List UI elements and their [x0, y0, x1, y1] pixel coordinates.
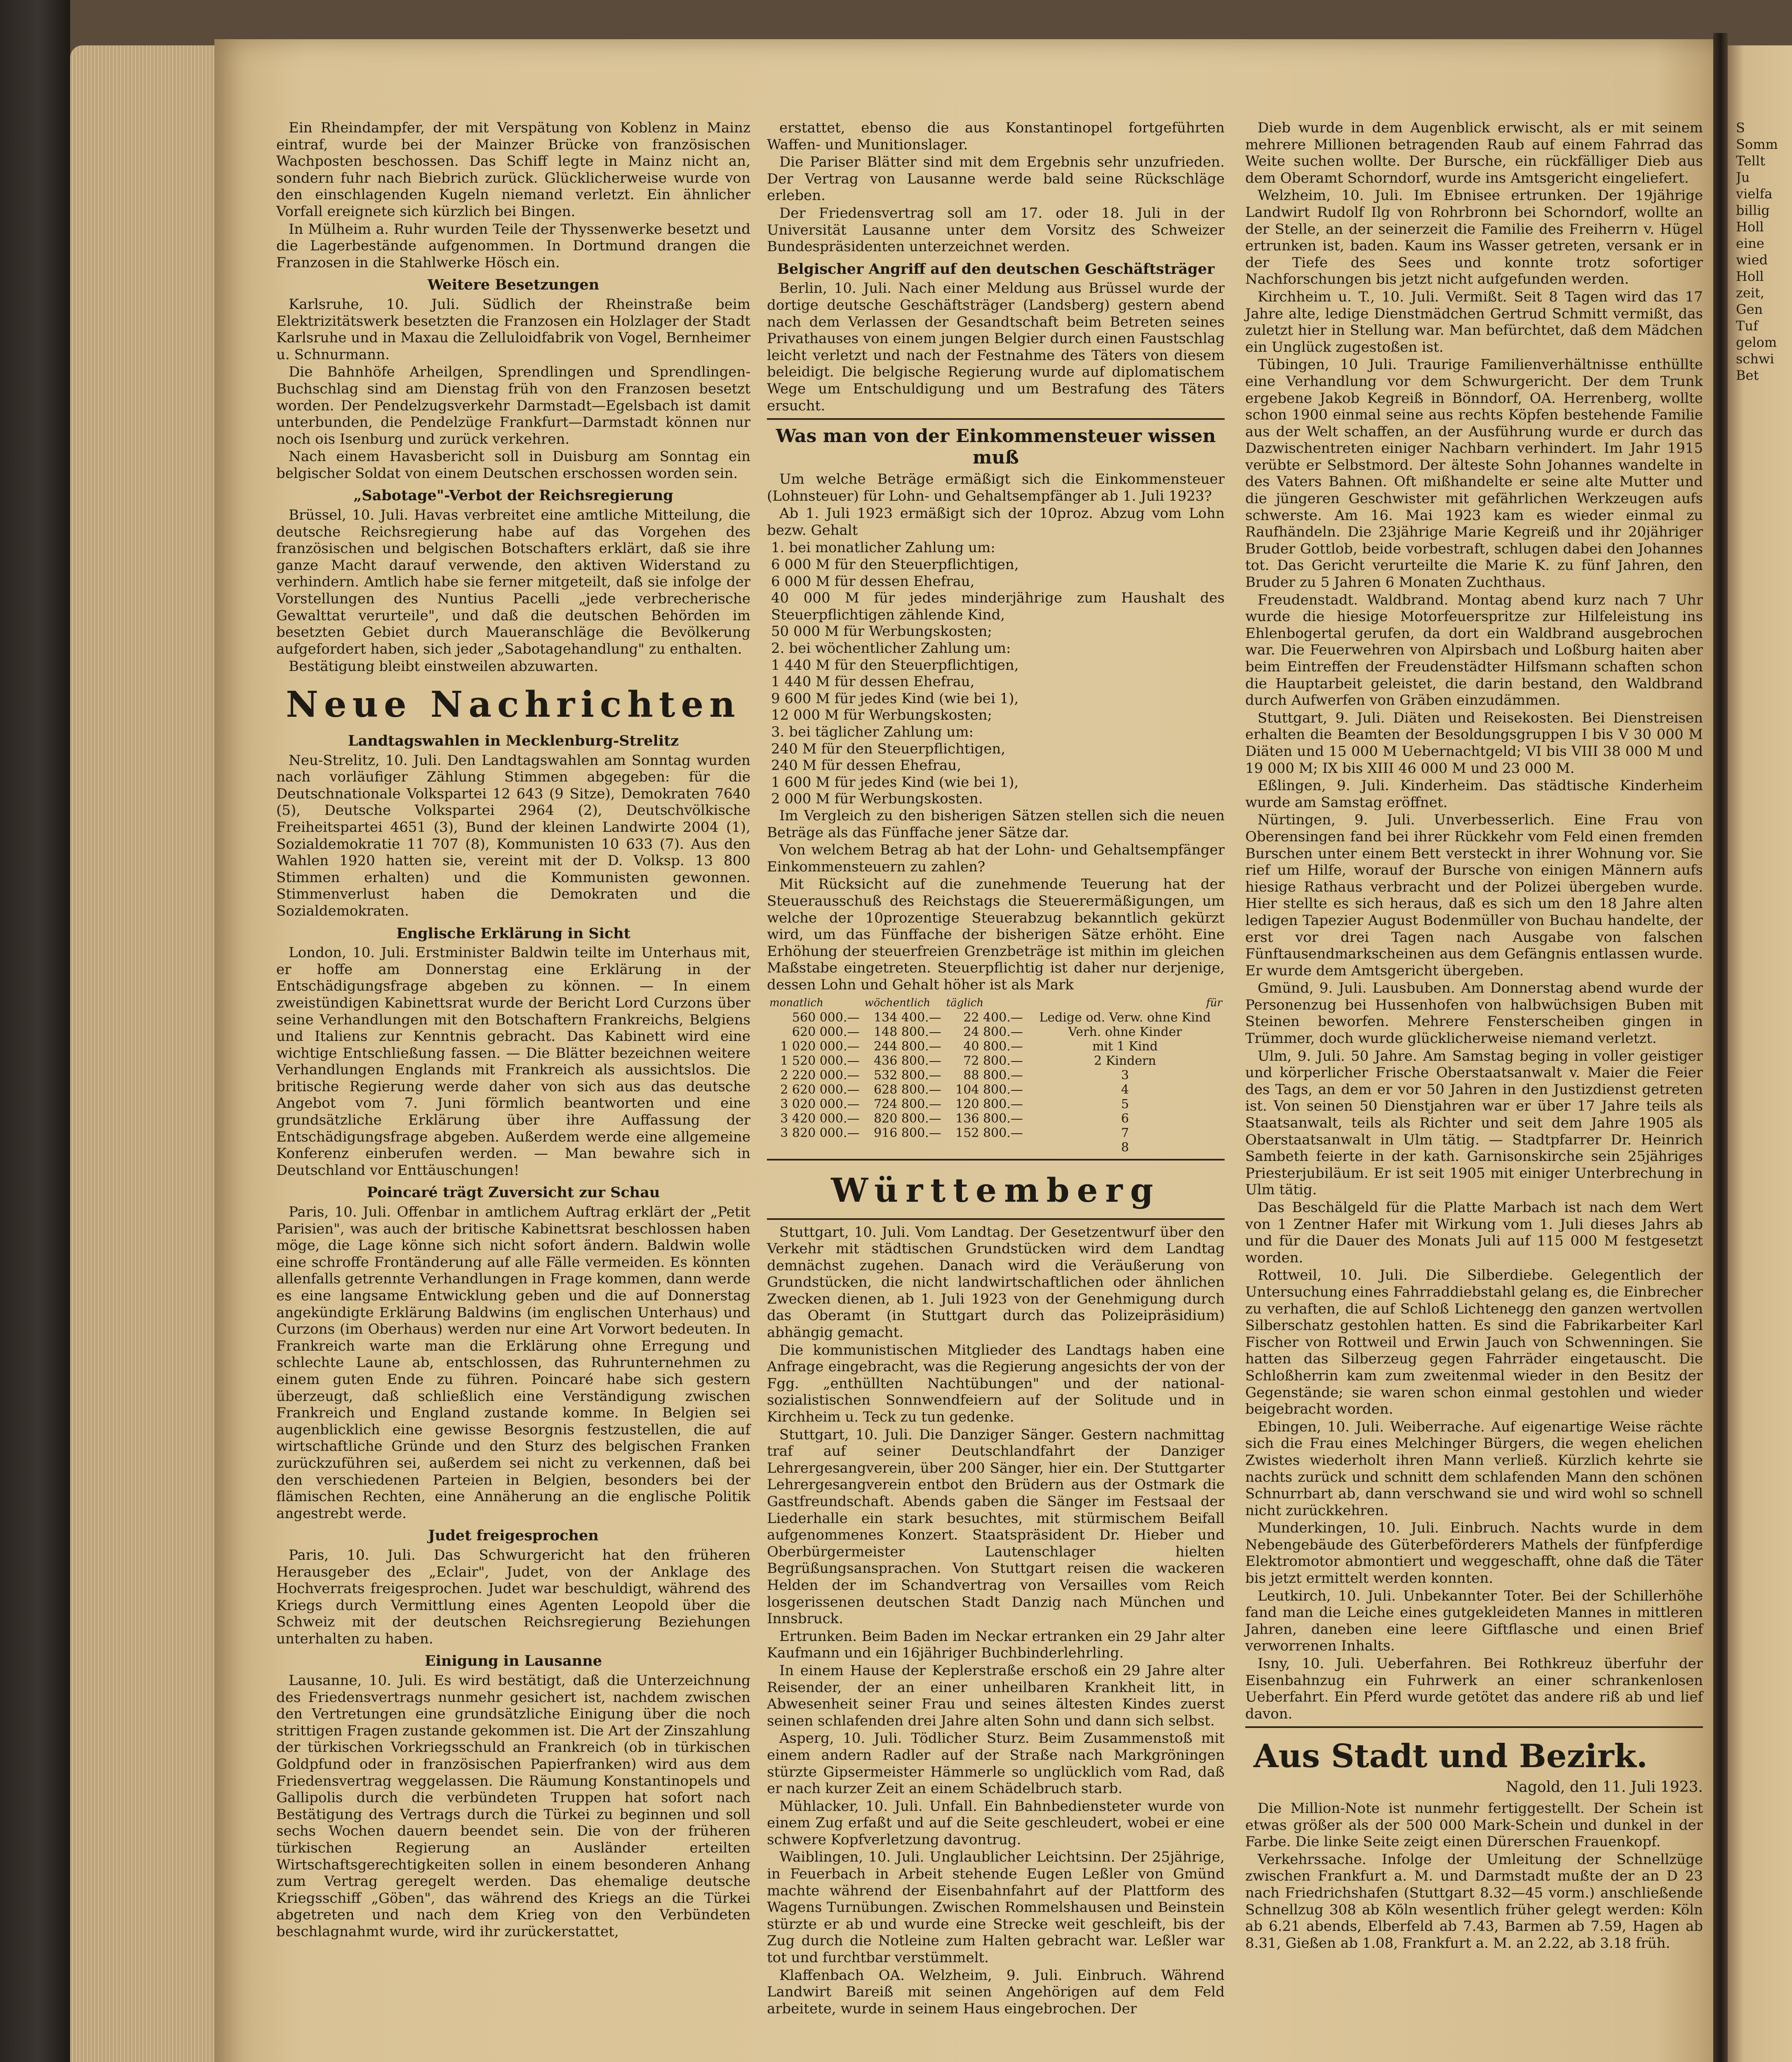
article-paragraph: Paris, 10. Juli. Offenbar in amtlichem Auftrag erklärt der „Petit Parisien", was auch der britische Kabinettsrat beschlossen haben möge, die Lage könne sich nicht sofort ändern. Baldwin wolle eine schroffe Frontänderung auf alle Fälle vermeiden. Es könnten allenfalls getrennte Verhandlungen in Frage kommen, dann werde es eine langsame Entwicklung geben und die auf Donnerstag angekündigte Erklärung Baldwins (im englischen Unterhaus) und Curzons (im Oberhaus) werden nur eine Art Vorwort bedeuten. In Frankreich warte man die Erklärung ohne Erregung und schlechte Laune ab, entschlossen, das Ruhrunternehmen zu einem guten Ende zu führen. Poincaré habe sich gestern überzeugt, daß schließlich eine Verständigung zwischen Frankreich und England zustande komme. In Belgien sei augenblicklich eine gewisse Besorgnis festzustellen, die auf wirtschaftliche Gründe und den Sturz des belgischen Franken zurückzuführen sei, außerdem sei nicht zu verkennen, daß bei den verschiedenen Parteien in Belgien, besonders bei der flämischen Rechten, eine Annäherung an die englische Politik angestrebt werde.: [276, 1204, 750, 1522]
article-heading: Einigung in Lausanne: [425, 1652, 602, 1670]
article-heading: Judet freigesprochen: [428, 1527, 599, 1544]
table-cell: 4: [1121, 1082, 1129, 1097]
table-header: täglich: [946, 996, 984, 1009]
article-paragraph: Dieb wurde in dem Augenblick erwischt, als er mit seinem mehrere Millionen betragenden Raub auf einem Fahrrad das Weite suchen wollte. Der Bursche, ein rückfälliger Dieb aus dem Oberamt Schorndorf, wurde ins Amtsgericht eingeliefert.: [1245, 120, 1703, 186]
table-cell: 244 800.—: [874, 1039, 941, 1054]
article-paragraph: Lausanne, 10. Juli. Es wird bestätigt, daß die Unterzeichnung des Friedensvertrags nunmehr gesichert ist, nachdem zwischen den Vertretungen eine grundsätzliche Einigung über die noch strittigen Fragen zustande gekommen ist. Die Art der Zinszahlung der türkischen Vorkriegsschuld an Frankreich (ob in türkischen Goldpfund oder in französischen Papierfranken) wird aus dem Friedensvertrag weggelassen. Die Räumung Konstantinopels und Gallipolis durch die verbündeten Truppen hat sofort nach Bestätigung des Vertrags durch die Türkei zu beginnen und soll sechs Wochen dauern beendet sein. Die von der früheren türkischen Regierung an Ausländer erteilten Wirtschaftsgerechtigkeiten sollen in einem besonderen Anhang zum Vertrag geregelt werden. Das ehemalige deutsche Kriegsschiff „Göben", das während des Kriegs an die Türkei abgetreten und nach dem Krieg von den Verbündeten beschlagnahmt wurde, wird ihr zurückerstattet,: [276, 1672, 750, 1940]
column-2: [767, 120, 1225, 2018]
divider: [767, 1159, 1225, 1160]
table-cell: 532 800.—: [874, 1068, 941, 1083]
article-paragraph: Leutkirch, 10. Juli. Unbekannter Toter. Bei der Schillerhöhe fand man die Leiche eines gutgekleideten Mannes in mittleren Jahren, daneben eine leere Giftflasche und einen Brief verworrenen Inhalts.: [1245, 1587, 1703, 1655]
article-paragraph: Nach einem Havasbericht soll in Duisburg am Sonntag ein belgischer Soldat von einem Deutschen erschossen worden sein.: [276, 448, 750, 482]
table-cell: 3 820 000.—: [780, 1125, 860, 1140]
table-cell: 820 800.—: [874, 1111, 941, 1126]
table-cell: 620 000.—: [792, 1024, 860, 1039]
article-paragraph: In einem Hause der Keplerstraße erschoß ein 29 Jahre alter Reisender, der an einer unheilbaren Krankheit litt, in Abwesenheit seiner Frau und seines ältesten Kindes zuerst seinen schlafenden drei Jahre alten Sohn und dann sich selbst.: [767, 1662, 1225, 1729]
table-row: [767, 1039, 1225, 1054]
table-cell: 2 620 000.—: [780, 1082, 860, 1097]
article-paragraph: Stuttgart, 10. Juli. Vom Landtag. Der Gesetzentwurf über den Verkehr mit städtischen Grundstücken wird dem Landtag demnächst zugehen. Danach wird die Veräußerung von Grundstücken, die nicht landwirtschaftlichen oder ähnlichen Zwecken dienen, ab 1. Juli 1923 von der Genehmigung durch das Oberamt (in Stuttgart durch das Polizeipräsidium) abhängig gemacht.: [767, 1224, 1225, 1341]
divider: [767, 418, 1225, 420]
article-paragraph: Die kommunistischen Mitglieder des Landtags haben eine Anfrage eingebracht, was die Regierung angesichts der von der Fgg. „enthüllten Nachtübungen" und der national-sozialistischen Sonnwendfeiern auf der Solitude und in Kirchheim u. Teck zu tun gedenke.: [767, 1342, 1225, 1426]
table-cell: [767, 1140, 862, 1155]
table-cell: 1 520 000.—: [780, 1053, 860, 1068]
table-header: monatlich: [769, 996, 823, 1009]
article-heading: Landtagswahlen in Mecklenburg-Strelitz: [348, 732, 679, 749]
article-paragraph: Die Million-Note ist nunmehr fertiggestellt. Der Schein ist etwas größer als der 500 000 Mark-Schein und dunkel in der Farbe. Die linke Seite zeigt einen Dürerschen Frauenkopf.: [1245, 1800, 1703, 1850]
table-cell: 134 400.—: [874, 1010, 941, 1025]
article-paragraph: erstattet, ebenso die aus Konstantinopel fortgeführten Waffen- und Munitionslager.: [767, 120, 1225, 153]
table-cell: 916 800.—: [874, 1125, 941, 1140]
table-cell: [944, 1140, 1025, 1155]
text-fragment: S: [1736, 120, 1745, 136]
article-paragraph: Brüssel, 10. Juli. Havas verbreitet eine amtliche Mitteilung, die deutsche Reichsregierung habe auf das Vorgehen des französischen und belgischen Botschafters erklärt, daß sie ihre ganze Macht darauf verwende, den aktiven Widerstand zu verhindern. Amtlich habe sie ferner mitgeteilt, daß sie infolge der Vorstellungen des Nuntius Pacelli „jede verbrecherische Gewalttat verurteile", und daß die deutschen Behörden im besetzten Gebiet durch Maueranschläge die Bevölkerung aufgefordert haben, sich jeder „Sabotagehandlung" zu enthalten.: [276, 507, 750, 657]
table-cell: mit 1 Kind: [1092, 1039, 1158, 1054]
text-fragment: zeit,: [1736, 285, 1765, 301]
table-cell: 40 800.—: [963, 1039, 1023, 1054]
list-item: 3. bei täglicher Zahlung um:: [771, 724, 974, 740]
article-paragraph: Im Vergleich zu den bisherigen Sätzen stellen sich die neuen Beträge als das Fünffache jener Sätze dar.: [767, 807, 1225, 841]
list-item: 1 600 M für jedes Kind (wie bei 1),: [771, 774, 1019, 791]
table-cell: 7: [1121, 1125, 1129, 1140]
table-row: [767, 1097, 1225, 1111]
list-item: 6 000 M für den Steuerpflichtigen,: [771, 556, 1019, 573]
table-header: für: [1206, 996, 1222, 1009]
table-cell: 88 800.—: [963, 1068, 1023, 1083]
list-item: 9 600 M für jedes Kind (wie bei 1),: [771, 690, 1019, 707]
table-cell: 104 800.—: [955, 1082, 1023, 1097]
article-paragraph: Rottweil, 10. Juli. Die Silberdiebe. Gelegentlich der Untersuchung eines Fahrraddiebstahl gelang es, die Einbrecher zu verhaften, die auf Schloß Lichtenegg den ganzen wertvollen Silberschatz gestohlen hatten. Es sind die Fabrikarbeiter Karl Fischer von Rottweil und Erwin Jauch von Schwenningen. Sie hatten das Silberzeug gegen Fahrräder eingetauscht. Die Schloßherrin kam zum zweitenmal wieder in den Besitz der Gegenstände; sie waren schon einmal gestohlen und wieder beigebracht worden.: [1245, 1267, 1703, 1418]
table-cell: 1 020 000.—: [780, 1039, 860, 1054]
list-item: 1 440 M für dessen Ehefrau,: [771, 673, 975, 690]
list-item: 6 000 M für dessen Ehefrau,: [771, 573, 975, 590]
article-paragraph: Der Friedensvertrag soll am 17. oder 18. Juli in der Universität Lausanne unter dem Vorsitz des Schweizer Bundespräsidenten unterzeichnet werden.: [767, 205, 1225, 255]
list-item: 240 M für den Steuerpflichtigen,: [771, 740, 1006, 757]
article-paragraph: In Mülheim a. Ruhr wurden Teile der Thyssenwerke besetzt und die Lagerbestände aufgenommen. In Dortmund drangen die Franzosen in die Stahlwerke Hösch ein.: [276, 221, 750, 271]
table-cell: 136 800.—: [955, 1111, 1023, 1126]
table-cell: 120 800.—: [955, 1097, 1023, 1111]
article-paragraph: London, 10. Juli. Erstminister Baldwin teilte im Unterhaus mit, er hoffe am Donnerstag eine Erklärung in der Entschädigungsfrage abgeben zu können. — In einem zweistündigen Kabinettsrat wurde der Bericht Lord Curzons über seine Verhandlungen mit den Botschaftern Frankreichs, Belgiens und Italiens zur Kenntnis gebracht. Das Kabinett wird eine wichtige Entschließung fassen. — Die Blätter bezeichnen weitere Verhandlungen Englands mit Frankreich als aussichtslos. Die britische Regierung werde daher von sich aus das deutsche Angebot vom 7. Juni förmlich beantworten und eine grundsätzliche Erklärung über ihre Auffassung der Entschädigungsfrage abgeben. Außerdem werde eine allgemeine Konferenz einberufen werden. — Man bewahre sich in Deutschland vor Enttäuschungen!: [276, 944, 750, 1179]
list-item: 1 440 M für den Steuerpflichtigen,: [771, 657, 1019, 673]
column-4-partial: [1736, 120, 1792, 384]
article-paragraph: Verkehrssache. Infolge der Umleitung der Schnellzüge zwischen Frankfurt a. M. und Darmstadt mußte der an D 23 nach Friedrichshafen (Stuttgart 8.32—45 vorm.) anschließende Schnellzug 308 ab Köln wesentlich früher gelegt werden: Köln ab 6.21 abends, Elberfeld ab 7.43, Barmen ab 7.59, Hagen ab 8.31, Gießen ab 1.08, Frankfurt a. M. an 2.22, ab 3.18 früh.: [1245, 1851, 1703, 1951]
text-fragment: gelom: [1736, 334, 1777, 350]
text-fragment: eine: [1736, 235, 1764, 251]
table-cell: 152 800.—: [955, 1125, 1023, 1140]
article-heading: Englische Erklärung in Sicht: [396, 925, 630, 942]
table-row: [767, 1068, 1225, 1083]
article-paragraph: Isny, 10. Juli. Ueberfahren. Bei Rothkreuz überfuhr der Eisenbahnzug ein Fuhrwerk an einer schrankenlosen Ueberfahrt. Ein Pferd wurde getötet das andere riß ab und lief davon.: [1245, 1655, 1703, 1722]
article-paragraph: Waiblingen, 10. Juli. Unglaublicher Leichtsinn. Der 25jährige, in Feuerbach in Arbeit stehende Eugen Leßler von Gmünd machte während der Eisenbahnfahrt auf der Plattform des Wagens Turnübungen. Zwischen Rommelshausen und Beinstein stürzte er ab und wurde eine Strecke weit geschleift, bis der Zug durch die Notleine zum Halten gebracht war. Leßler war tot und furchtbar verstümmelt.: [767, 1849, 1225, 1966]
article-paragraph: Berlin, 10. Juli. Nach einer Meldung aus Brüssel wurde der dortige deutsche Geschäftsträger (Landsberg) gestern abend nach dem Verlassen der Gesandtschaft beim Betreten seines Privathauses von einem jungen Belgier durch einen Faustschlag leicht verletzt und nach der Festnahme des Täters von diesem beleidigt. Die belgische Regierung wurde auf diplomatischem Wege um Entschuldigung und um Bestrafung des Täters ersucht.: [767, 280, 1225, 414]
article-paragraph: Neu-Strelitz, 10. Juli. Den Landtagswahlen am Sonntag wurden nach vorläufiger Zählung Stimmen abgegeben: für die Deutschnationale Volkspartei 12 643 (9 Sitze), Demokraten 7640 (5), Deutsche Volkspartei 2964 (2), Deutschvölkische Freiheitspartei 4651 (3), Bund der kleinen Landwirte 2004 (1), Sozialdemokratie 11 707 (8), Kommunisten 10 633 (7). Aus den Wahlen 1920 hatten sie, vereint mit der D. Volksp. 13 800 Stimmen erhalten) und die Kommunisten gewonnen. Stimmenverlust haben die Demokraten und die Sozialdemokraten.: [276, 752, 750, 919]
article-paragraph: Die Pariser Blätter sind mit dem Ergebnis sehr unzufrieden. Der Vertrag von Lausanne werde bald seine Rückschläge erleben.: [767, 154, 1225, 204]
table-cell: [862, 1140, 944, 1155]
article-paragraph: Freudenstadt. Waldbrand. Montag abend kurz nach 7 Uhr wurde die hiesige Motorfeuerspritze zur Hilfeleistung ins Ehlenbogertal gerufen, da dort ein Waldbrand ausgebrochen war. Die Feuerwehren von Alpirsbach und Loßburg haiten aber beim Eintreffen der Freudenstädter Hilfsmann schaften schon die Hauptarbeit geleistet, die darin bestand, den Waldbrand durch Aufwerfen von Gräben einzudämmen.: [1245, 591, 1703, 709]
column-1: [276, 120, 750, 1941]
section-title-wuerttemberg: Württemberg: [831, 1170, 1161, 1210]
article-paragraph: Welzheim, 10. Juli. Im Ebnisee ertrunken. Der 19jährige Landwirt Rudolf Ilg von Rohrbronn bei Schorndorf, wollte an der Stelle, an der seinerzeit die Familie des Freiherrn v. Hügel ertrunken ist, baden. Kaum ins Wasser getreten, versank er in der Tiefe des Sees und konnte trotz sofortiger Nachforschungen bis jetzt nicht aufgefunden werden.: [1245, 187, 1703, 288]
article-heading: Weitere Besetzungen: [427, 276, 600, 294]
article-paragraph: Klaffenbach OA. Welzheim, 9. Juli. Einbruch. Während Landwirt Bareiß mit seinen Angehörigen auf dem Feld arbeitete, wurde in seinem Haus eingebrochen. Der: [767, 1967, 1225, 2017]
article-paragraph: Ab 1. Juli 1923 ermäßigt sich der 10proz. Abzug vom Lohn bezw. Gehalt: [767, 505, 1225, 539]
dateline: Nagold, den 11. Juli 1923.: [1506, 1779, 1703, 1796]
list-item: 240 M für dessen Ehefrau,: [771, 757, 962, 774]
text-fragment: Bet: [1736, 367, 1759, 383]
article-paragraph: Gmünd, 9. Juli. Lausbuben. Am Donnerstag abend wurde der Personenzug bei Hussenhofen von halbwüchsigen Buben mit Steinen beworfen. Mehrere Fensterscheiben gingen in Trümmer, doch wurde glücklicherweise niemand verletzt.: [1245, 980, 1703, 1047]
text-fragment: schwi: [1736, 351, 1774, 367]
table-row: [767, 1083, 1225, 1097]
table-row: [767, 1111, 1225, 1126]
table-cell: 72 800.—: [963, 1053, 1023, 1068]
article-paragraph: Ein Rheindampfer, der mit Verspätung von Koblenz in Mainz eintraf, wurde bei der Mainzer Brücke von französischen Wachposten beschossen. Das Schiff legte in Mainz nicht an, sondern fuhr nach Biebrich zurück. Glücklicherweise wurde von den einschlagenden Kugeln niemand verletzt. Ein ähnlicher Vorfall ereignete sich kürzlich bei Bingen.: [276, 120, 750, 220]
table-row: [767, 1140, 1225, 1155]
article-heading-einkommensteuer: Was man von der Einkommensteuer wissen muß: [776, 426, 1216, 468]
article-paragraph: Von welchem Betrag ab hat der Lohn- und Gehaltsempfänger Einkommensteuern zu zahlen?: [767, 842, 1225, 875]
table-row: [767, 1054, 1225, 1068]
text-fragment: Holl: [1736, 268, 1764, 284]
tax-reduction-list: [767, 539, 1225, 807]
article-heading: Poincaré trägt Zuversicht zur Schau: [367, 1184, 660, 1201]
table-cell: 3: [1121, 1068, 1129, 1083]
article-paragraph: Kirchheim u. T., 10. Juli. Vermißt. Seit 8 Tagen wird das 17 Jahre alte, ledige Dienstmädchen Gertrud Schmitt vermißt, das zuletzt hier in Stellung war. Man befürchtet, daß dem Mädchen ein Unglück zugestoßen ist.: [1245, 288, 1703, 355]
text-fragment: vielfa: [1736, 186, 1773, 202]
article-paragraph: Ulm, 9. Juli. 50 Jahre. Am Samstag beging in voller geistiger und körperlicher Frische Oberstaatsanwalt v. Maier die Feier des Tags, an dem er vor 50 Jahren in den Justizdienst getreten ist. Von seinen 50 Dienstjahren war er über 17 Jahre teils als Staatsanwalt, teils als Richter und seit dem Jahre 1905 als Oberstaatsanwalt in Ulm tätig. — Stadtpfarrer Dr. Heinrich Sambeth feierte in der kath. Garnisonskirche sein 25jähriges Priesterjubiläum. Er ist seit 1905 mit einiger Unterbrechung in Ulm tätig.: [1245, 1047, 1703, 1198]
table-cell: 8: [1121, 1140, 1129, 1155]
text-fragment: Ju: [1736, 169, 1750, 185]
table-cell: 436 800.—: [874, 1053, 941, 1068]
article-paragraph: Bestätigung bleibt einstweilen abzuwarten.: [289, 658, 598, 675]
tax-threshold-table: [767, 996, 1225, 1155]
article-paragraph: Ebingen, 10. Juli. Weiberrache. Auf eigenartige Weise rächte sich die Frau eines Melchinger Bürgers, die wegen ehelichen Zwistes wiederholt ihren Mann verließ. Kürzlich kehrte sie nachts zurück und schnitt dem schlafenden Mann den schönen Schnurrbart ab, dann verschwand sie und wird wohl so schnell nicht zurückkehren.: [1245, 1418, 1703, 1519]
article-paragraph: Nürtingen, 9. Juli. Unverbesserlich. Eine Frau von Oberensingen fand bei ihrer Rückkehr vom Feld einen fremden Burschen unter einem Bett versteckt in ihrer Wohnung vor. Sie rief um Hilfe, worauf der Bursche von einigen Männern aufs hiesige Rathaus verbracht und der Polizei übergeben wurde. Hier stellte es sich heraus, daß es sich um den 18 Jahre alten ledigen Tapezier August Bodenmüller von Buchau handelte, der erst vor drei Tagen nach Ausgabe von falschen Fünftausendmarkscheinen aus dem Gefängnis entlassen wurde. Er wurde dem Amtsgericht übergeben.: [1245, 812, 1703, 979]
divider: [1245, 1726, 1703, 1728]
article-heading: Belgischer Angriff auf den deutschen Geschäftsträger: [777, 260, 1215, 278]
book-spine: [0, 0, 70, 2062]
table-cell: 2 220 000.—: [780, 1068, 860, 1083]
article-paragraph: Karlsruhe, 10. Juli. Südlich der Rheinstraße beim Elektrizitätswerk besetzten die Franzosen ein Holzlager der Stadt Karlsruhe und in Maxau die Zelluloidfabrik von Vogel, Bernheimer u. Schnurmann.: [276, 296, 750, 363]
list-item: 1. bei monatlicher Zahlung um:: [771, 539, 995, 556]
article-paragraph: Paris, 10. Juli. Das Schwurgericht hat den früheren Herausgeber des „Eclair", Judet, von der Anklage des Hochverrats freigesprochen. Judet war beschuldigt, während des Kriegs durch Vermittlung eines Agenten Leopold über die Schweiz mit der deutschen Reichsregierung Beziehungen unterhalten zu haben.: [276, 1546, 750, 1647]
text-fragment: Tuf: [1736, 318, 1758, 334]
table-cell: 5: [1121, 1097, 1129, 1111]
table-cell: 6: [1121, 1111, 1129, 1126]
section-title-aus-stadt-und-bezirk: Aus Stadt und Bezirk.: [1253, 1737, 1648, 1775]
list-item: 2 000 M für Werbungskosten.: [771, 791, 983, 807]
table-row: [767, 1126, 1225, 1140]
table-cell: 148 800.—: [874, 1024, 941, 1039]
article-paragraph: Mühlacker, 10. Juli. Unfall. Ein Bahnbediensteter wurde von einem Zug erfaßt und auf die Seite geschleudert, wobei er eine schwere Kopfverletzung davontrug.: [767, 1798, 1225, 1848]
article-paragraph: Mit Rücksicht auf die zunehmende Teuerung hat der Steuerausschuß des Reichstags die Steuerermäßigungen, um welche der 10prozentige Steuerabzug bekanntlich gekürzt wird, um das Fünffache der bisherigen Sätze erhöht. Eine Erhöhung der steuerfreien Grenzbeträge ist mithin im gleichen Maßstabe eingetreten. Steuerpflichtig ist daher nur derjenige, dessen Lohn und Gehalt höher ist als Mark: [767, 876, 1225, 993]
table-cell: 560 000.—: [792, 1010, 860, 1025]
text-fragment: Tellt: [1736, 153, 1766, 169]
article-paragraph: Das Beschälgeld für die Platte Marbach ist nach dem Wert von 1 Zentner Hafer mit Wirkung vom 1. Juli dieses Jahrs ab und für die Dauer des Monats Juli auf 115 000 M festgesetzt worden.: [1245, 1199, 1703, 1266]
column-3: [1245, 120, 1703, 1952]
article-paragraph: Tübingen, 10 Juli. Traurige Familienverhältnisse enthüllte eine Verhandlung vor dem Schwurgericht. Der dem Trunk ergebene Jakob Kegreiß in Bönndorf, OA. Herrenberg, wollte schon 1900 einmal seine aus rechts Köpfen bestehende Familie aus der Welt schaffen, an der Ausführung wurde er durch das Dazwischentreten einiger Nachbarn verhindert. Im Jahr 1915 verübte er Selbstmord. Der älteste Sohn Johannes wandelte in des Vaters Bahnen. Oft mißhandelte er seine alte Mutter und die jüngeren Geschwister mit gefährlichen Werkzeugen aufs schwerste. Am 16. Mai 1923 kam es wieder einmal zu Raufhändeln. Die 23jährige Marie Kegreiß und ihr 20jähriger Bruder Gottlob, beide vorbestraft, schlugen dabei den Johannes tot. Das Gericht verurteilte die Marie K. zu fünf Jahren, den Bruder zu 5 Jahren 6 Monaten Zuchthaus.: [1245, 356, 1703, 591]
list-item: 50 000 M für Werbungskosten;: [771, 623, 992, 640]
article-paragraph: Stuttgart, 10. Juli. Die Danziger Sänger. Gestern nachmittag traf auf seiner Deutschlandfahrt der Danziger Lehrergesangverein, über 200 Sänger, hier ein. Der Stuttgarter Lehrergesangverein entbot den Brüdern aus der Ostmark die Gastfreundschaft. Abends gaben die Sänger im Festsaal der Liederhalle ein stark besuchtes, mit stürmischem Beifall aufgenommenes Konzert. Staatspräsident Dr. Hieber und Oberbürgermeister Lautenschlager hielten Begrüßungsansprachen. Von Stuttgart reisen die wackeren Helden der im Schandvertrag von Versailles vom Reich losgerissenen deutschen Stadt Danzig nach München und Innsbruck.: [767, 1426, 1225, 1627]
table-cell: 724 800.—: [874, 1097, 941, 1111]
article-paragraph: Ertrunken. Beim Baden im Neckar ertranken ein 29 Jahr alter Kaufmann und ein 16jähriger Buchbinderlehrling.: [767, 1628, 1225, 1662]
list-item: 40 000 M für jedes minderjährige zum Haushalt des Steuerpflichtigen zählende Kind,: [771, 590, 1225, 623]
table-cell: Ledige od. Verw. ohne Kind: [1039, 1010, 1211, 1025]
text-fragment: billig: [1736, 202, 1770, 218]
article-paragraph: Um welche Beträge ermäßigt sich die Einkommensteuer (Lohnsteuer) für Lohn- und Gehaltsempfänger ab 1. Juli 1923?: [767, 471, 1225, 504]
article-heading: „Sabotage"-Verbot der Reichsregierung: [353, 487, 673, 504]
text-fragment: Holl: [1736, 219, 1764, 235]
table-cell: Verh. ohne Kinder: [1068, 1024, 1182, 1039]
table-cell: 24 800.—: [963, 1024, 1023, 1039]
list-item: 12 000 M für Werbungskosten;: [771, 707, 992, 724]
table-cell: 3 420 000.—: [780, 1111, 860, 1126]
article-paragraph: Die Bahnhöfe Arheilgen, Sprendlingen und Sprendlingen-Buchschlag sind am Dienstag früh von den Franzosen besetzt worden. Der Pendelzugsverkehr Darmstadt—Egelsbach ist damit unterbunden, die Pendelzüge Frankfurt—Darmstadt können nur noch ois Isenburg und zurück verkehren.: [276, 364, 750, 447]
text-fragment: Gen: [1736, 301, 1763, 317]
article-paragraph: Asperg, 10. Juli. Tödlicher Sturz. Beim Zusammenstoß mit einem andern Radler auf der Straße nach Markgröningen stürzte Gipsermeister Hämmerle so unglücklich vom Rad, daß er nach kurzer Zeit an einem Schädelbruch starb.: [767, 1730, 1225, 1797]
table-cell: 628 800.—: [874, 1082, 941, 1097]
table-header-row: [767, 996, 1225, 1010]
page-edges: [70, 45, 227, 2062]
section-title-neue-nachrichten: Neue Nachrichten: [286, 684, 741, 725]
table-header: wöchentlich: [864, 996, 931, 1009]
table-cell: 3 020 000.—: [780, 1097, 860, 1111]
article-paragraph: Munderkingen, 10. Juli. Einbruch. Nachts wurde in dem Nebengebäude des Güterbeförderers Mathels der fünfpferdige Elektromotor abmontiert und weggeschafft, ohne daß die Täter bis jetzt ermittelt werden konnten.: [1245, 1520, 1703, 1587]
article-paragraph: Eßlingen, 9. Juli. Kinderheim. Das städtische Kinderheim wurde am Samstag eröffnet.: [1245, 777, 1703, 811]
list-item: 2. bei wöchentlicher Zahlung um:: [771, 640, 1011, 657]
table-row: [767, 1025, 1225, 1039]
article-paragraph: Stuttgart, 9. Juli. Diäten und Reisekosten. Bei Dienstreisen erhalten die Beamten der Besoldungsgruppen I bis V 30 000 M Diäten und 15 000 M Uebernachtgeld; VI bis VIII 38 000 M und 19 000 M; IX bis XIII 46 000 M und 23 000 M.: [1245, 709, 1703, 777]
table-cell: 22 400.—: [963, 1010, 1023, 1025]
divider: [767, 1218, 1225, 1220]
text-fragment: wied: [1736, 252, 1768, 268]
page-gutter: [1713, 33, 1728, 2062]
text-fragment: Somm: [1736, 137, 1778, 152]
table-cell: 2 Kindern: [1094, 1053, 1156, 1068]
table-row: [767, 1010, 1225, 1025]
